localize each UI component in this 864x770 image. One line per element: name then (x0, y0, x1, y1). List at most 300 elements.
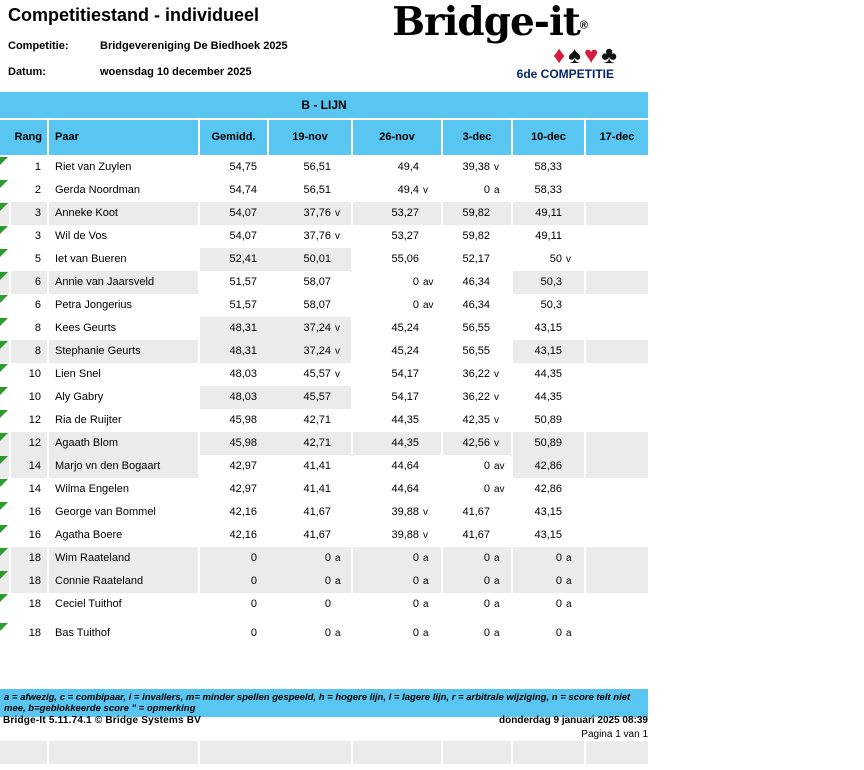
score-value: 53,27 (391, 230, 419, 242)
empty-session-cell (586, 317, 648, 340)
score-value: 44,35 (534, 391, 562, 403)
score-value: 37,24 (303, 345, 331, 357)
marker-cell (0, 248, 11, 271)
score-cell (443, 317, 513, 340)
score-cell (513, 225, 586, 248)
score-cell (269, 294, 353, 317)
score-cell (353, 432, 443, 455)
score-value: 41,67 (462, 529, 490, 541)
score-value: 36,22 (462, 368, 490, 380)
marker-cell (0, 317, 11, 340)
row-marker-icon (0, 594, 8, 602)
score-flag: a (494, 553, 500, 564)
score-value: 0 (555, 598, 562, 610)
row-marker-icon (0, 226, 8, 234)
row-marker-icon (0, 502, 8, 510)
empty-session-cell (586, 524, 648, 547)
score-flag (419, 202, 441, 225)
score-value: 45,57 (303, 368, 331, 380)
rank-cell: 14 (11, 478, 49, 501)
marker-cell (0, 501, 11, 524)
marker-cell (0, 363, 11, 386)
score-value: 43,15 (534, 322, 562, 334)
empty-session-cell (586, 363, 648, 386)
score-flag: a (494, 185, 500, 196)
score-cell (269, 363, 353, 386)
score-cell (513, 409, 586, 432)
rank-cell: 14 (11, 455, 49, 478)
score-cell (353, 386, 443, 409)
score-flag (490, 340, 511, 363)
score-cell (513, 294, 586, 317)
score-value: 41,67 (303, 506, 331, 518)
print-datetime: donderdag 9 januari 2025 08:39 (499, 715, 648, 726)
score-cell (513, 501, 586, 524)
marker-cell (0, 156, 11, 179)
row-marker-icon (0, 249, 8, 257)
score-flag: v (494, 392, 499, 403)
average-cell: 0 (250, 627, 257, 639)
score-flag (331, 409, 351, 432)
score-flag: v (494, 369, 499, 380)
marker-cell (0, 478, 11, 501)
score-value: 0 (412, 575, 419, 587)
score-flag (331, 156, 351, 179)
score-flag (419, 248, 441, 271)
column-header-gemidd-: Gemidd. (200, 120, 269, 155)
row-marker-icon (0, 525, 8, 533)
score-cell (269, 622, 353, 645)
score-cell (353, 156, 443, 179)
score-value: 56,55 (462, 322, 490, 334)
average-cell: 54,75 (229, 161, 257, 173)
score-flag (419, 363, 441, 386)
score-flag: a (423, 576, 429, 587)
score-flag: v (335, 231, 340, 242)
score-flag: av (423, 300, 434, 311)
score-value: 41,41 (303, 460, 331, 472)
score-value: 37,76 (303, 230, 331, 242)
player-name-cell: Gerda Noordman (49, 179, 200, 202)
score-cell (513, 593, 586, 616)
score-cell (269, 432, 353, 455)
table-row (0, 478, 648, 501)
score-value: 44,35 (391, 437, 419, 449)
score-cell (513, 478, 586, 501)
column-header-10-dec: 10-dec (513, 120, 586, 155)
page-number: Pagina 1 van 1 (581, 729, 648, 740)
legend-bar: a = afwezig, c = combipaar, i = invallers, m= minder spellen gespeeld, h = hogere lijn, l = lagere lijn, r = arbitrale wijziging, n = score telt niet mee, b=geblokkeerde score " = opmerking (0, 689, 648, 717)
competition-badge: 6de COMPETITIE (516, 67, 614, 81)
score-flag (331, 248, 351, 271)
empty-session-cell (586, 225, 648, 248)
score-flag (490, 294, 511, 317)
score-flag: v (423, 185, 428, 196)
score-cell (353, 248, 443, 271)
row-marker-icon (0, 623, 8, 631)
table-row (0, 409, 648, 432)
score-value: 0 (483, 483, 490, 495)
score-value: 56,51 (303, 184, 331, 196)
score-flag: v (494, 415, 499, 426)
empty-session-cell (586, 432, 648, 455)
score-cell (269, 179, 353, 202)
table-row (0, 386, 648, 409)
score-value: 39,88 (391, 506, 419, 518)
score-flag (490, 202, 511, 225)
score-cell (269, 225, 353, 248)
score-value: 45,24 (391, 322, 419, 334)
player-name-cell: Anneke Koot (49, 202, 200, 225)
score-value: 45,57 (303, 391, 331, 403)
marker-cell (0, 593, 11, 616)
footer-empty-cell (200, 741, 353, 764)
score-value: 0 (324, 598, 331, 610)
average-cell: 48,03 (229, 368, 257, 380)
row-marker-icon (0, 433, 8, 441)
empty-session-cell (586, 271, 648, 294)
score-flag (562, 271, 584, 294)
score-cell (443, 455, 513, 478)
table-row (0, 317, 648, 340)
score-cell (513, 524, 586, 547)
score-cell (443, 202, 513, 225)
empty-session-cell (586, 179, 648, 202)
score-cell (353, 622, 443, 645)
score-value: 43,15 (534, 345, 562, 357)
score-cell (443, 271, 513, 294)
rank-cell: 16 (11, 524, 49, 547)
score-cell (269, 317, 353, 340)
score-cell (443, 501, 513, 524)
table-row (0, 294, 648, 317)
score-cell (269, 570, 353, 593)
score-value: 0 (483, 552, 490, 564)
score-cell (513, 156, 586, 179)
score-flag: v (566, 254, 571, 265)
score-cell (513, 363, 586, 386)
table-row (0, 547, 648, 570)
score-cell (353, 317, 443, 340)
score-flag (490, 225, 511, 248)
score-cell (443, 432, 513, 455)
score-value: 42,71 (303, 414, 331, 426)
score-value: 44,64 (391, 483, 419, 495)
score-value: 0 (412, 552, 419, 564)
average-cell: 0 (250, 598, 257, 610)
score-cell (353, 524, 443, 547)
player-name-cell: Bas Tuithof (49, 622, 200, 645)
score-cell (513, 202, 586, 225)
score-flag (562, 501, 584, 524)
empty-session-cell (586, 248, 648, 271)
score-flag: a (566, 599, 572, 610)
score-cell (353, 478, 443, 501)
table-row (0, 455, 648, 478)
score-flag (562, 386, 584, 409)
player-name-cell: Lien Snel (49, 363, 200, 386)
player-name-cell: Connie Raateland (49, 570, 200, 593)
score-value: 52,17 (462, 253, 490, 265)
marker-cell (0, 455, 11, 478)
marker-cell (0, 409, 11, 432)
empty-session-cell (586, 478, 648, 501)
average-cell: 54,07 (200, 202, 269, 225)
score-cell (513, 179, 586, 202)
empty-session-cell (586, 455, 648, 478)
rank-cell: 10 (11, 363, 49, 386)
score-value: 43,15 (534, 506, 562, 518)
average-cell: 48,31 (200, 340, 269, 363)
score-cell (443, 547, 513, 570)
score-flag: v (335, 369, 340, 380)
score-value: 58,07 (303, 276, 331, 288)
score-value: 59,82 (462, 207, 490, 219)
row-marker-icon (0, 157, 8, 165)
score-flag (490, 317, 511, 340)
score-cell (269, 386, 353, 409)
score-value: 49,4 (397, 184, 419, 196)
score-cell (443, 363, 513, 386)
score-flag (331, 478, 351, 501)
score-value: 0 (483, 627, 490, 639)
score-flag (562, 455, 584, 478)
score-flag (331, 501, 351, 524)
score-value: 37,76 (303, 207, 331, 219)
row-marker-icon (0, 341, 8, 349)
score-value: 0 (483, 460, 490, 472)
rank-cell: 3 (11, 202, 49, 225)
player-name-cell: Agaath Blom (49, 432, 200, 455)
rank-cell: 12 (11, 409, 49, 432)
score-value: 50,3 (540, 299, 562, 311)
score-value: 0 (483, 575, 490, 587)
row-marker-icon (0, 318, 8, 326)
score-value: 0 (412, 299, 419, 311)
table-row (0, 593, 648, 616)
bridge-it-logo (358, 0, 622, 44)
column-header-rang: Rang (0, 120, 49, 155)
score-value: 50,3 (540, 276, 562, 288)
column-header-3-dec: 3-dec (443, 120, 513, 155)
player-name-cell: Ria de Ruijter (49, 409, 200, 432)
score-flag (331, 455, 351, 478)
score-value: 42,71 (303, 437, 331, 449)
average-cell: 0 (200, 570, 269, 593)
player-name-cell: Annie van Jaarsveld (49, 271, 200, 294)
table-row (0, 248, 648, 271)
score-flag (562, 317, 584, 340)
score-flag (419, 386, 441, 409)
player-name-cell: Ceciel Tuithof (49, 593, 200, 616)
score-flag (490, 248, 511, 271)
score-value: 58,33 (534, 161, 562, 173)
score-flag (562, 409, 584, 432)
score-value: 54,17 (391, 368, 419, 380)
rank-cell: 18 (11, 570, 49, 593)
rank-cell: 18 (11, 547, 49, 570)
card-suits-icon (358, 43, 620, 69)
row-marker-icon (0, 548, 8, 556)
score-flag (562, 294, 584, 317)
marker-cell (0, 271, 11, 294)
score-flag: av (494, 484, 505, 495)
score-cell (513, 317, 586, 340)
score-cell (513, 340, 586, 363)
score-value: 55,06 (391, 253, 419, 265)
score-cell (269, 271, 353, 294)
empty-session-cell (586, 593, 648, 616)
marker-cell (0, 547, 11, 570)
score-flag (490, 501, 511, 524)
score-value: 0 (483, 598, 490, 610)
score-cell (513, 248, 586, 271)
player-name-cell: Wil de Vos (49, 225, 200, 248)
rank-cell: 18 (11, 593, 49, 616)
app-version: Bridge-It 5.11.74.1 © Bridge Systems BV (3, 715, 202, 726)
score-flag: a (566, 576, 572, 587)
marker-cell (0, 225, 11, 248)
row-marker-icon (0, 387, 8, 395)
empty-session-cell (586, 409, 648, 432)
average-cell: 45,98 (200, 432, 269, 455)
logo-text: Bridge-it (392, 0, 580, 45)
row-marker-icon (0, 272, 8, 280)
score-flag: av (494, 461, 505, 472)
score-cell (269, 340, 353, 363)
score-cell (443, 386, 513, 409)
score-cell (269, 455, 353, 478)
score-cell (353, 271, 443, 294)
player-name-cell: Riet van Zuylen (49, 156, 200, 179)
score-value: 42,86 (534, 460, 562, 472)
score-cell (353, 570, 443, 593)
score-value: 54,17 (391, 391, 419, 403)
heart-suit-icon: ♥ (584, 42, 602, 69)
score-cell (269, 156, 353, 179)
score-flag (562, 432, 584, 455)
score-cell (443, 524, 513, 547)
score-flag (490, 271, 511, 294)
table-row (0, 156, 648, 179)
table-row (0, 570, 648, 593)
player-name-cell: Wim Raateland (49, 547, 200, 570)
score-value: 41,41 (303, 483, 331, 495)
score-flag: a (335, 553, 341, 564)
score-flag: a (566, 628, 572, 639)
empty-session-cell (586, 294, 648, 317)
score-value: 0 (324, 627, 331, 639)
marker-cell (0, 294, 11, 317)
average-cell: 54,74 (229, 184, 257, 196)
score-flag: a (423, 553, 429, 564)
score-cell (443, 593, 513, 616)
player-name-cell: Petra Jongerius (49, 294, 200, 317)
score-value: 58,33 (534, 184, 562, 196)
score-flag (419, 455, 441, 478)
score-flag (419, 409, 441, 432)
score-flag (331, 593, 351, 616)
row-marker-icon (0, 410, 8, 418)
score-flag (562, 179, 584, 202)
average-cell: 45,98 (229, 414, 257, 426)
column-header-26-nov: 26-nov (353, 120, 443, 155)
score-value: 0 (483, 184, 490, 196)
score-value: 42,86 (534, 483, 562, 495)
score-value: 0 (555, 552, 562, 564)
average-cell: 42,16 (229, 529, 257, 541)
score-cell (443, 248, 513, 271)
table-row (0, 225, 648, 248)
score-cell (353, 202, 443, 225)
score-cell (269, 478, 353, 501)
score-flag (331, 179, 351, 202)
rank-cell: 12 (11, 432, 49, 455)
score-cell (443, 570, 513, 593)
score-flag: v (335, 346, 340, 357)
score-cell (353, 225, 443, 248)
average-cell: 48,03 (200, 386, 269, 409)
competitie-label: Competitie: (8, 40, 69, 52)
club-suit-icon: ♣ (601, 42, 620, 69)
page-title: Competitiestand - individueel (8, 5, 260, 25)
row-marker-icon (0, 479, 8, 487)
average-cell: 48,31 (200, 317, 269, 340)
marker-cell (0, 570, 11, 593)
footer-empty-cell (443, 741, 513, 764)
score-cell (353, 547, 443, 570)
score-value: 58,07 (303, 299, 331, 311)
score-cell (269, 202, 353, 225)
score-cell (269, 248, 353, 271)
row-marker-icon (0, 571, 8, 579)
score-value: 44,35 (534, 368, 562, 380)
marker-cell (0, 524, 11, 547)
empty-session-cell (586, 156, 648, 179)
score-value: 44,35 (391, 414, 419, 426)
score-cell (353, 593, 443, 616)
score-flag: a (494, 599, 500, 610)
score-cell (443, 340, 513, 363)
table-row (0, 363, 648, 386)
score-flag (562, 478, 584, 501)
player-name-cell: Stephanie Geurts (49, 340, 200, 363)
score-flag: av (423, 277, 434, 288)
marker-cell (0, 386, 11, 409)
score-cell (269, 409, 353, 432)
score-flag: a (494, 576, 500, 587)
rank-cell: 10 (11, 386, 49, 409)
rank-cell: 16 (11, 501, 49, 524)
rank-cell: 8 (11, 340, 49, 363)
score-cell (353, 179, 443, 202)
table-row (0, 202, 648, 225)
standings-table (0, 92, 648, 645)
score-cell (443, 622, 513, 645)
registered-mark-icon: ® (579, 19, 588, 32)
table-row (0, 179, 648, 202)
table-row (0, 340, 648, 363)
table-body (0, 156, 648, 645)
player-name-cell: Agatha Boere (49, 524, 200, 547)
rank-cell: 6 (11, 294, 49, 317)
score-value: 37,24 (303, 322, 331, 334)
competitie-value: Bridgevereniging De Biedhoek 2025 (100, 40, 288, 52)
score-cell (353, 501, 443, 524)
section-header: B - LIJN (0, 92, 648, 118)
spade-suit-icon: ♠ (568, 42, 584, 69)
marker-cell (0, 179, 11, 202)
